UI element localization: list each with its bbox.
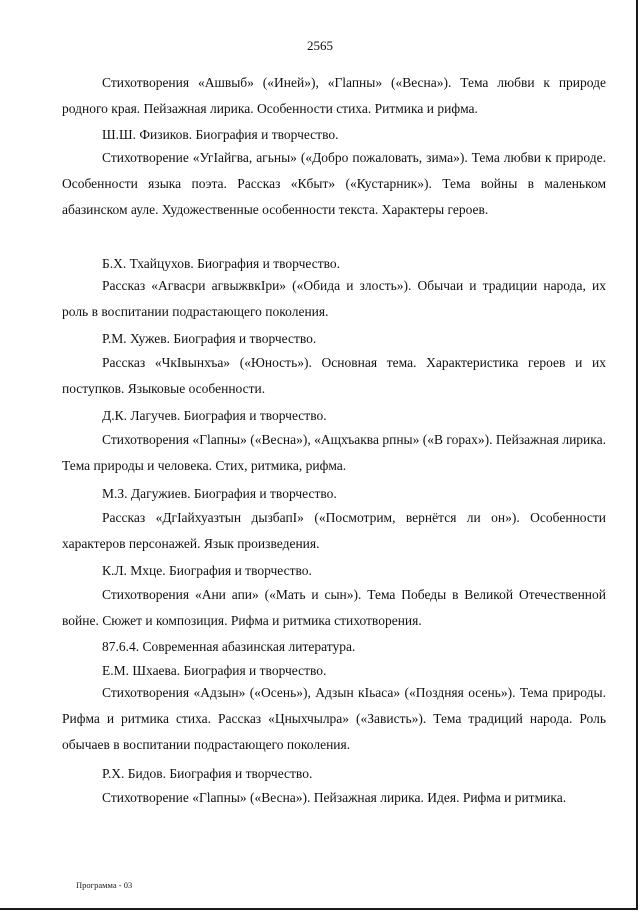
page-number: 2565 [307,38,333,53]
paragraph-3: Стихотворение «УгIайгва, агьны» («Добро пожаловать, зима»). Тема любви к природе. Особенности языка поэта. Рассказ «Кбыт» («Кустарник»). Тема войны в маленьком абазинском ауле. Художественные особенности текста. Характеры героев. [62,150,606,217]
paragraph-2: Ш.Ш. Физиков. Биография и творчество. [102,127,339,142]
paragraph-5: Рассказ «Агвасри агвыжвкIри» («Обида и злость»). Обычаи и традиции народа, их роль в воспитании подрастающего поколения. [62,278,606,319]
paragraph-11: Рассказ «ДгIайхуазтын дызбапI» («Посмотрим, вернётся ли он»). Особенности характеров персонажей. Язык произведения. [62,510,606,551]
paragraph-12: К.Л. Мхце. Биография и творчество. [102,563,312,578]
paragraph-18: Стихотворение «Гlапны» («Весна»). Пейзажная лирика. Идея. Рифма и ритмика. [102,790,567,805]
paragraph-1: Стихотворения «Ашвыб» («Иней»), «Гlапны» («Весна»). Тема любви к природе родного края. Пейзажная лирика. Особенности стиха. Ритмика и рифма. [62,75,606,116]
paragraph-16: Стихотворения «Адзын» («Осень»), Адзын кIьаса» («Поздняя осень»). Тема природы. Рифма и ритмика стиха. Рассказ «Цныхчылра» («Зависть»). Тема традиций народа. Роль обычаев в воспитании подрастающего поколения. [62,685,606,752]
paragraph-6: Р.М. Хужев. Биография и творчество. [102,331,317,346]
paragraph-10: М.З. Дагужиев. Биография и творчество. [102,486,337,501]
paragraph-8: Д.К. Лагучев. Биография и творчество. [102,408,327,423]
paragraph-13: Стихотворения «Ани апи» («Мать и сын»). Тема Победы в Великой Отечественной войне. Сюжет и композиция. Рифма и ритмика стихотворения. [62,587,606,628]
paragraph-15: Е.М. Шхаева. Биография и творчество. [102,663,327,678]
paragraph-9: Стихотворения «Гlапны» («Весна»), «Ащхъаква рпны» («В горах»). Пейзажная лирика. Тема природы и человека. Стих, ритмика, рифма. [62,432,606,473]
paragraph-17: Р.Х. Бидов. Биография и творчество. [102,766,313,781]
paragraph-14: 87.6.4. Современная абазинская литература. [102,639,356,654]
paragraph-7: Рассказ «ЧкIвынхъа» («Юность»). Основная тема. Характеристика героев и их поступков. Языковые особенности. [62,355,606,396]
footer-label: Программа - 03 [76,880,133,890]
paragraph-4: Б.Х. Тхайцухов. Биография и творчество. [102,256,340,271]
